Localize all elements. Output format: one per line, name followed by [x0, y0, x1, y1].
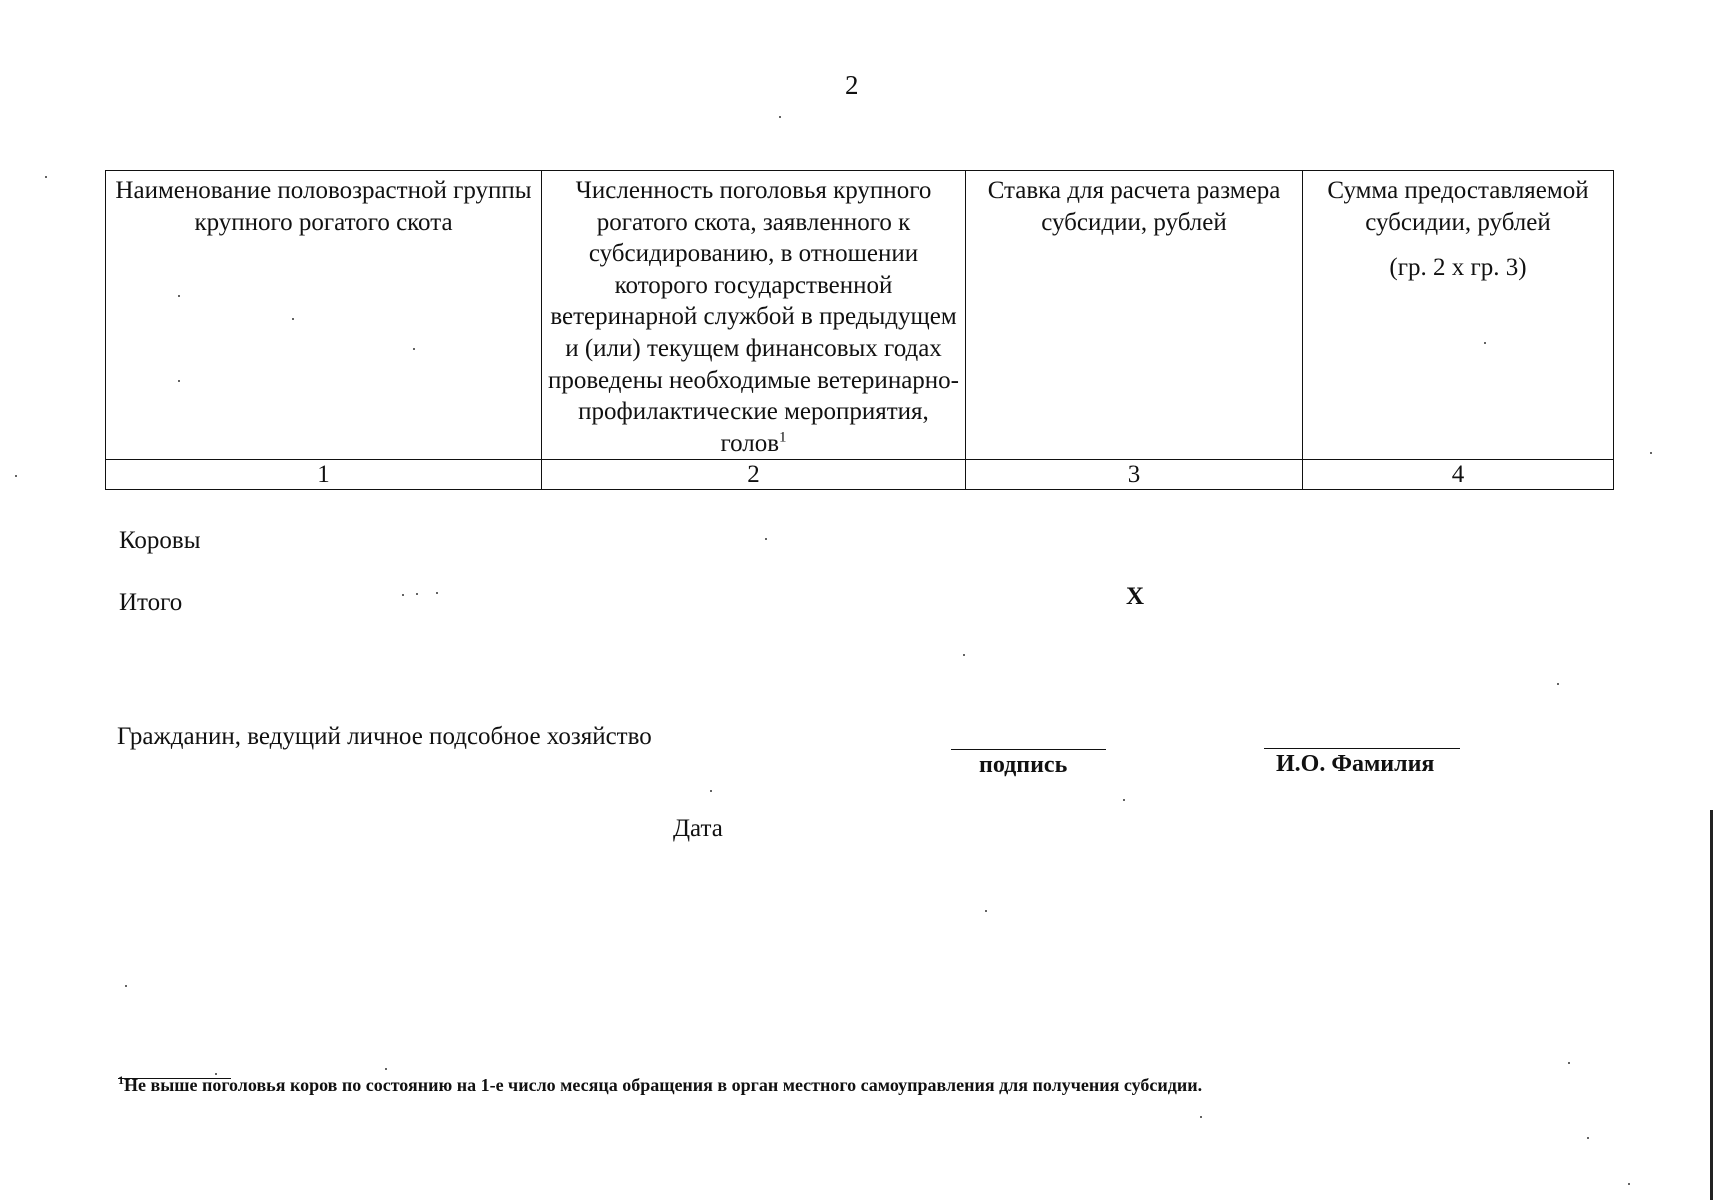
scan-speck — [215, 1073, 217, 1075]
scan-speck — [385, 1068, 387, 1070]
header-cell-group-name — [106, 171, 542, 460]
scan-speck — [178, 380, 180, 382]
scan-speck — [985, 910, 987, 912]
header-cell-rate — [966, 171, 1303, 460]
scan-speck — [1587, 1137, 1589, 1139]
scan-speck — [416, 593, 418, 595]
subsidy-table — [105, 170, 1614, 490]
header-cell-subsidy-sum — [1303, 171, 1614, 460]
column-number-3: 3 — [966, 460, 1303, 490]
column-number-4: 4 — [1303, 460, 1614, 490]
scan-speck — [45, 176, 47, 178]
scan-speck — [178, 295, 180, 297]
header-cell-head-count — [542, 171, 966, 460]
table-header-row — [106, 171, 1614, 460]
row-label-itogo: Итого — [119, 589, 183, 616]
scan-speck — [710, 790, 712, 792]
column-number-1: 1 — [106, 460, 542, 490]
signature-line — [951, 749, 1106, 750]
citizen-label: Гражданин, ведущий личное подсобное хозяйство — [117, 723, 652, 750]
scan-speck — [1557, 683, 1559, 685]
name-line — [1264, 748, 1460, 749]
footnote-text: Не выше поголовья коров по состоянию на 1-е число месяца обращения в орган местного самоуправления для получения субсидии. — [124, 1075, 1203, 1095]
scan-speck — [1628, 1183, 1630, 1185]
column-number-2: 2 — [542, 460, 966, 490]
signature-caption: подпись — [979, 752, 1068, 778]
page-number: 2 — [845, 70, 859, 100]
footnote — [118, 1075, 1202, 1096]
date-label: Дата — [673, 815, 723, 842]
header-text-3: Ставка для расчета размера субсидии, рублей — [987, 177, 1281, 236]
scan-speck — [963, 654, 965, 656]
scan-speck — [413, 348, 415, 350]
sum-formula: (гр. 2 х гр. 3) — [1389, 254, 1527, 282]
column-number-row — [106, 460, 1614, 490]
header-text-1: Наименование половозрастной группы крупного рогатого скота — [115, 177, 532, 236]
scan-speck — [1650, 452, 1652, 454]
scan-speck — [779, 116, 781, 118]
scan-speck — [125, 985, 127, 987]
scan-speck — [1123, 799, 1125, 801]
row-label-korovy: Коровы — [119, 527, 201, 554]
scan-speck — [1200, 1116, 1202, 1118]
header-text-4: Сумма предоставляемой субсидии, рублей — [1327, 177, 1589, 236]
scan-speck — [292, 318, 294, 320]
scan-speck — [436, 592, 438, 594]
itogo-rate-x-mark: X — [1126, 583, 1145, 610]
scan-speck — [1484, 342, 1486, 344]
scan-speck — [1568, 1062, 1570, 1064]
scan-speck — [765, 538, 767, 540]
footnote-ref: 1 — [779, 429, 787, 446]
name-caption: И.О. Фамилия — [1276, 751, 1435, 777]
header-text-2: Численность поголовья крупного рогатого скота, заявленного к субсидированию, в отношении которого государственной ветеринарной службой в предыдущем и (или) текущем финансовых годах проведены необходимые ветеринарно-профилактические мероприятия, голов — [547, 177, 959, 457]
scan-speck — [15, 475, 17, 477]
footnote-mark: 1 — [118, 1073, 124, 1087]
scan-speck — [402, 594, 404, 596]
